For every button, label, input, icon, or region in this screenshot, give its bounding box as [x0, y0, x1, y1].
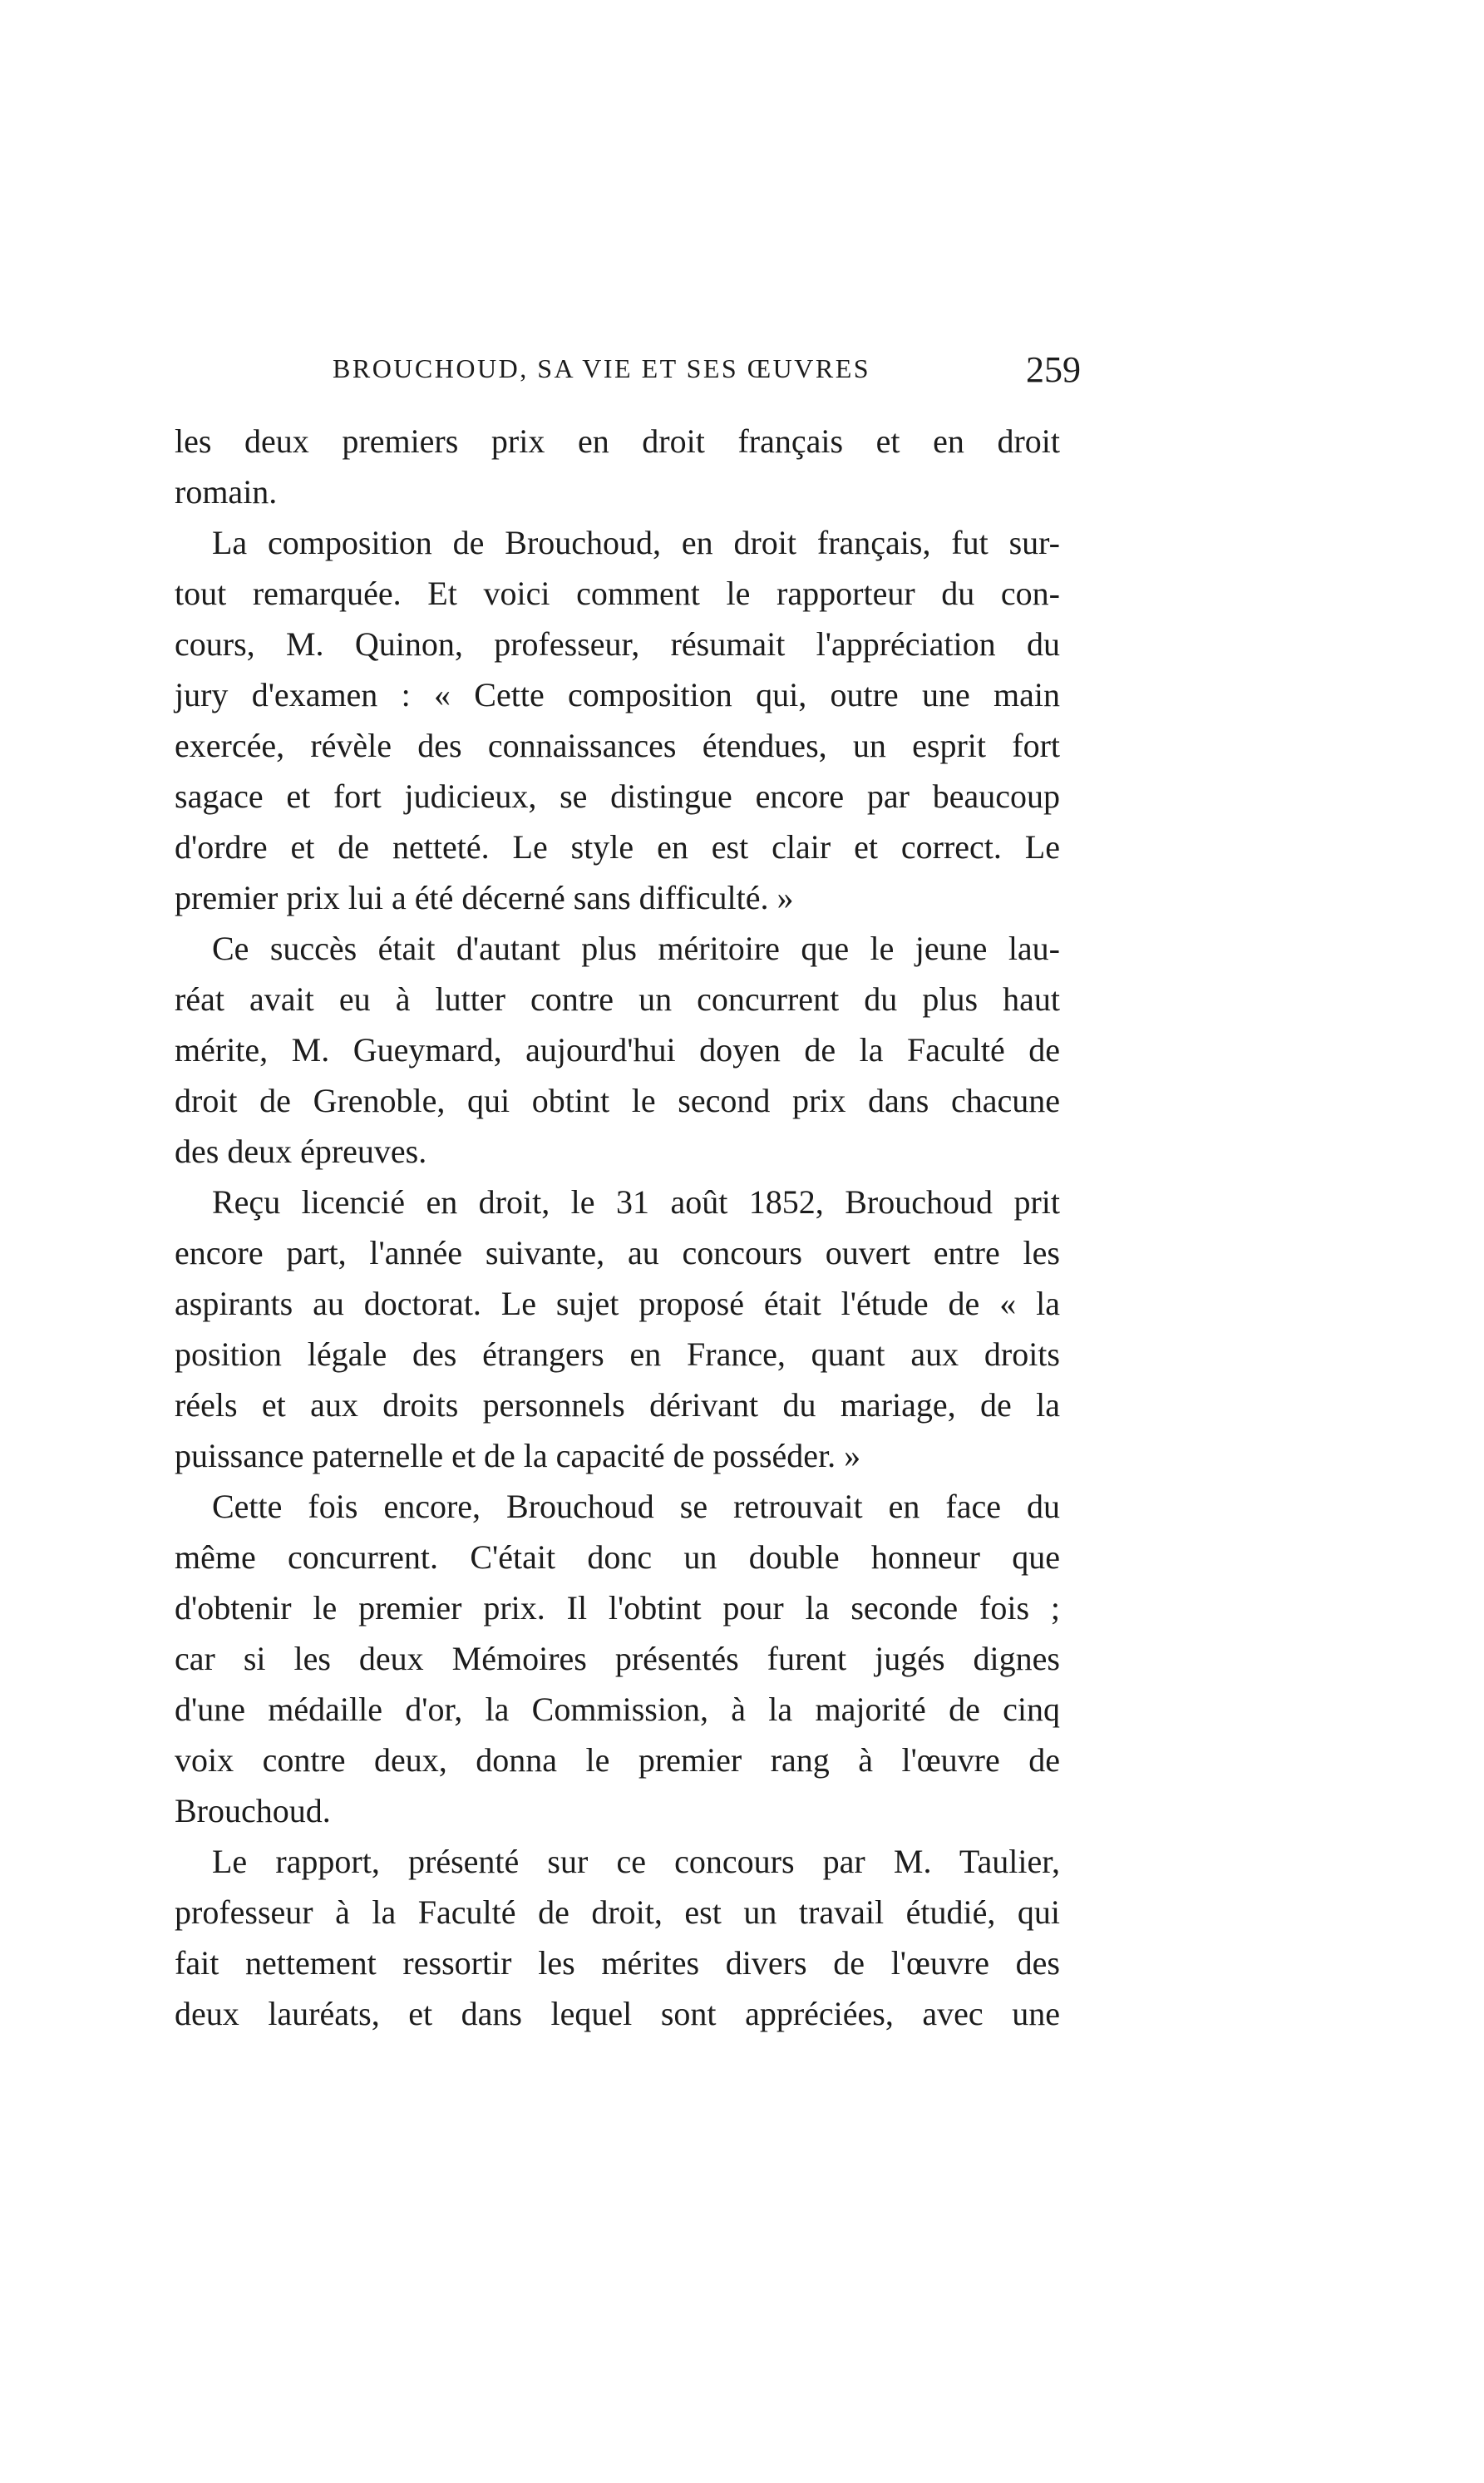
text-line: position légale des étrangers en France, quant aux droits	[175, 1335, 1060, 1373]
text-line: réels et aux droits personnels dérivant du mariage, de la	[175, 1386, 1060, 1424]
text-line: premier prix lui a été décerné sans difficulté. »	[175, 879, 794, 916]
text-line: des deux épreuves.	[175, 1133, 427, 1170]
page-number: 259	[1026, 349, 1081, 390]
text-line: fait nettement ressortir les mérites divers de l'œuvre des	[175, 1944, 1060, 1982]
text-line: Reçu licencié en droit, le 31 août 1852, Brouchoud prit	[212, 1183, 1060, 1221]
text-line: exercée, révèle des connaissances étendues, un esprit fort	[175, 727, 1060, 764]
text-line: Brouchoud.	[175, 1792, 331, 1829]
text-line: aspirants au doctorat. Le sujet proposé était l'étude de « la	[175, 1285, 1060, 1322]
text-line: sagace et fort judicieux, se distingue encore par beaucoup	[175, 777, 1060, 815]
text-line: romain.	[175, 473, 278, 511]
text-line: droit de Grenoble, qui obtint le second prix dans chacune	[175, 1082, 1060, 1119]
text-line: car si les deux Mémoires présentés furent jugés dignes	[175, 1640, 1060, 1677]
text-line: Le rapport, présenté sur ce concours par M. Taulier,	[212, 1843, 1060, 1880]
text-line: d'une médaille d'or, la Commission, à la majorité de cinq	[175, 1691, 1060, 1728]
body-text	[175, 416, 1060, 2039]
text-line: même concurrent. C'était donc un double honneur que	[175, 1538, 1060, 1576]
text-line: Cette fois encore, Brouchoud se retrouvait en face du	[212, 1488, 1060, 1525]
text-line: cours, M. Quinon, professeur, résumait l'appréciation du	[175, 625, 1060, 663]
text-line: d'ordre et de netteté. Le style en est clair et correct. Le	[175, 828, 1060, 866]
running-head	[333, 349, 1081, 403]
text-line: encore part, l'année suivante, au concours ouvert entre les	[175, 1234, 1060, 1271]
text-line: deux lauréats, et dans lequel sont appréciées, avec une	[175, 1995, 1060, 2032]
text-line: réat avait eu à lutter contre un concurrent du plus haut	[175, 980, 1060, 1018]
text-line: professeur à la Faculté de droit, est un travail étudié, qui	[175, 1893, 1060, 1931]
text-line: tout remarquée. Et voici comment le rapporteur du con-	[175, 575, 1060, 612]
running-title: BROUCHOUD, SA VIE ET SES ŒUVRES	[333, 353, 871, 383]
text-line: voix contre deux, donna le premier rang à l'œuvre de	[175, 1741, 1060, 1779]
text-line: puissance paternelle et de la capacité de posséder. »	[175, 1437, 861, 1474]
text-line: mérite, M. Gueymard, aujourd'hui doyen de la Faculté de	[175, 1031, 1060, 1069]
text-line: jury d'examen : « Cette composition qui, outre une main	[175, 676, 1060, 713]
text-line: La composition de Brouchoud, en droit français, fut sur-	[212, 524, 1060, 561]
text-line: les deux premiers prix en droit français et en droit	[175, 422, 1060, 460]
text-line: Ce succès était d'autant plus méritoire que le jeune lau-	[212, 930, 1060, 967]
text-line: d'obtenir le premier prix. Il l'obtint pour la seconde fois ;	[175, 1589, 1060, 1627]
